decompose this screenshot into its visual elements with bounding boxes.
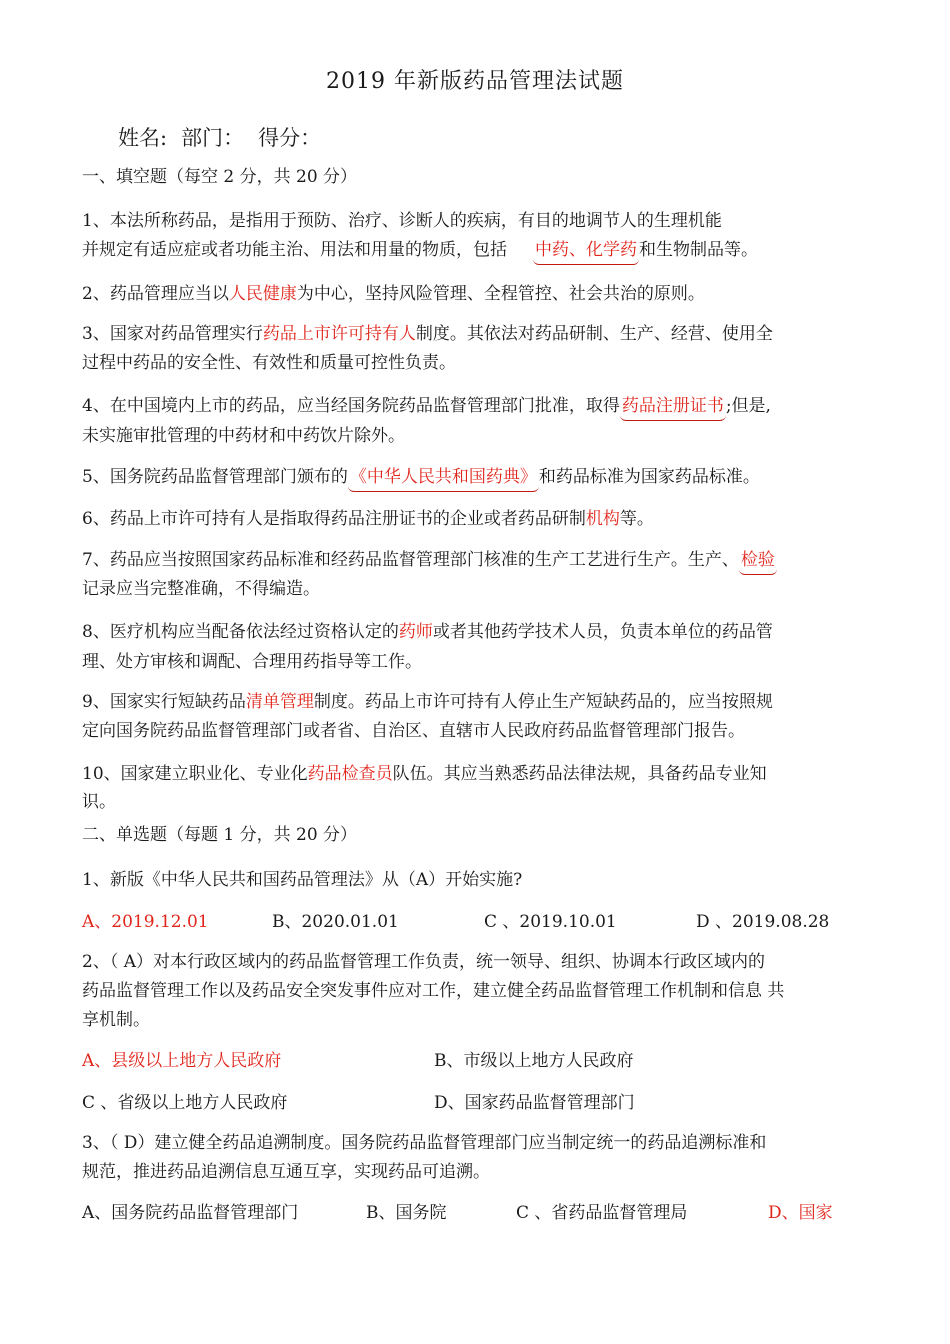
q9-answer: 清单管理	[245, 692, 314, 712]
mc1-option-d: D 、2019.08.28	[696, 912, 830, 932]
mc2-line1: 2、（ A）对本行政区域内的药品监督管理工作负责，统一领导、组织、协调本行政区域内的	[82, 952, 765, 972]
dept-label: 部门：	[181, 126, 245, 150]
q4-answer: 药品注册证书	[620, 394, 726, 421]
q6-line: 6、药品上市许可持有人是指取得药品注册证书的企业或者药品研制机构等。	[82, 509, 654, 529]
mc1-option-a: A、2019.12.01	[82, 912, 209, 932]
header-fields	[118, 122, 335, 152]
q1-line2: 并规定有适应症或者功能主治、用法和用量的物质，包括 中药、化学药 和生物制品等。	[82, 238, 758, 265]
mc3-option-c: C 、省药品监督管理局	[516, 1203, 688, 1223]
q2-answer: 人民健康	[228, 284, 297, 304]
q9-line2: 定向国务院药品监督管理部门或者省、自治区、直辖市人民政府药品监督管理部门报告。	[82, 721, 745, 741]
q7-line2: 记录应当完整准确，不得编造。	[82, 579, 320, 599]
q8-line1: 8、医疗机构应当配备依法经过资格认定的药师或者其他药学技术人员，负责本单位的药品管	[82, 622, 773, 642]
q8-line2: 理、处方审核和调配、合理用药指导等工作。	[82, 652, 422, 672]
mc2-option-d: D、国家药品监督管理部门	[434, 1093, 635, 1113]
q1-line1: 1、本法所称药品，是指用于预防、治疗、诊断人的疾病，有目的地调节人的生理机能	[82, 211, 722, 231]
section2-heading: 二、单选题（每题 1 分，共 20 分）	[82, 825, 358, 845]
q3-answer: 药品上市许可持有人	[262, 324, 416, 344]
mc3-line2: 规范，推进药品追溯信息互通互享，实现药品可追溯。	[82, 1162, 490, 1182]
mc1-option-c: C 、2019.10.01	[484, 912, 617, 932]
q8-answer: 药师	[398, 622, 433, 642]
mc3-option-b: B、国务院	[366, 1203, 447, 1223]
mc2-option-a: A、县级以上地方人民政府	[82, 1051, 282, 1071]
q3-line2: 过程中药品的安全性、有效性和质量可控性负责。	[82, 353, 456, 373]
mc1-option-b: B、2020.01.01	[272, 912, 399, 932]
q7-line1: 7、药品应当按照国家药品标准和经药品监督管理部门核准的生产工艺进行生产。生产、 检验	[82, 548, 777, 575]
mc2-option-c: C 、省级以上地方人民政府	[82, 1093, 288, 1113]
q2-line: 2、药品管理应当以人民健康为中心，坚持风险管理、全程管控、社会共治的原则。	[82, 284, 705, 304]
name-label: 姓名:	[118, 126, 168, 150]
mc1-stem: 1、新版《中华人民共和国药品管理法》从（A）开始实施?	[82, 870, 523, 890]
page-title: 2019 年新版药品管理法试题	[326, 69, 624, 94]
q1-answer: 中药、化学药	[533, 238, 639, 265]
q5-answer: 《中华人民共和国药典》	[348, 465, 539, 492]
mc2-line2: 药品监督管理工作以及药品安全突发事件应对工作，建立健全药品监督管理工作机制和信息 共	[82, 981, 785, 1001]
score-label: 得分：	[258, 126, 322, 150]
q10-line2: 识。	[82, 792, 116, 812]
q5-line: 5、国务院药品监督管理部门颁布的 《中华人民共和国药典》 和药品标准为国家药品标准。	[82, 465, 760, 492]
mc3-line1: 3、（ D）建立健全药品追溯制度。国务院药品监督管理部门应当制定统一的药品追溯标准和	[82, 1133, 767, 1153]
q10-line1: 10、国家建立职业化、专业化药品检查员队伍。其应当熟悉药品法律法规，具备药品专业知	[82, 764, 767, 784]
mc3-option-a: A、国务院药品监督管理部门	[82, 1203, 299, 1223]
mc2-option-b: B、市级以上地方人民政府	[434, 1051, 634, 1071]
q4-line1: 4、在中国境内上市的药品，应当经国务院药品监督管理部门批准，取得 药品注册证书 ;但是,	[82, 394, 771, 421]
mc3-option-d: D、国家	[768, 1203, 833, 1223]
mc2-line3: 享机制。	[82, 1010, 150, 1030]
section1-heading: 一、填空题（每空 2 分，共 20 分）	[82, 167, 358, 187]
q10-answer: 药品检查员	[307, 764, 393, 784]
q3-line1: 3、国家对药品管理实行药品上市许可持有人制度。其依法对药品研制、生产、经营、使用全	[82, 324, 773, 344]
q7-answer: 检验	[739, 548, 777, 575]
q6-answer: 机构	[585, 509, 620, 529]
q9-line1: 9、国家实行短缺药品清单管理制度。药品上市许可持有人停止生产短缺药品的，应当按照规	[82, 692, 773, 712]
q4-line2: 未实施审批管理的中药材和中药饮片除外。	[82, 426, 405, 446]
